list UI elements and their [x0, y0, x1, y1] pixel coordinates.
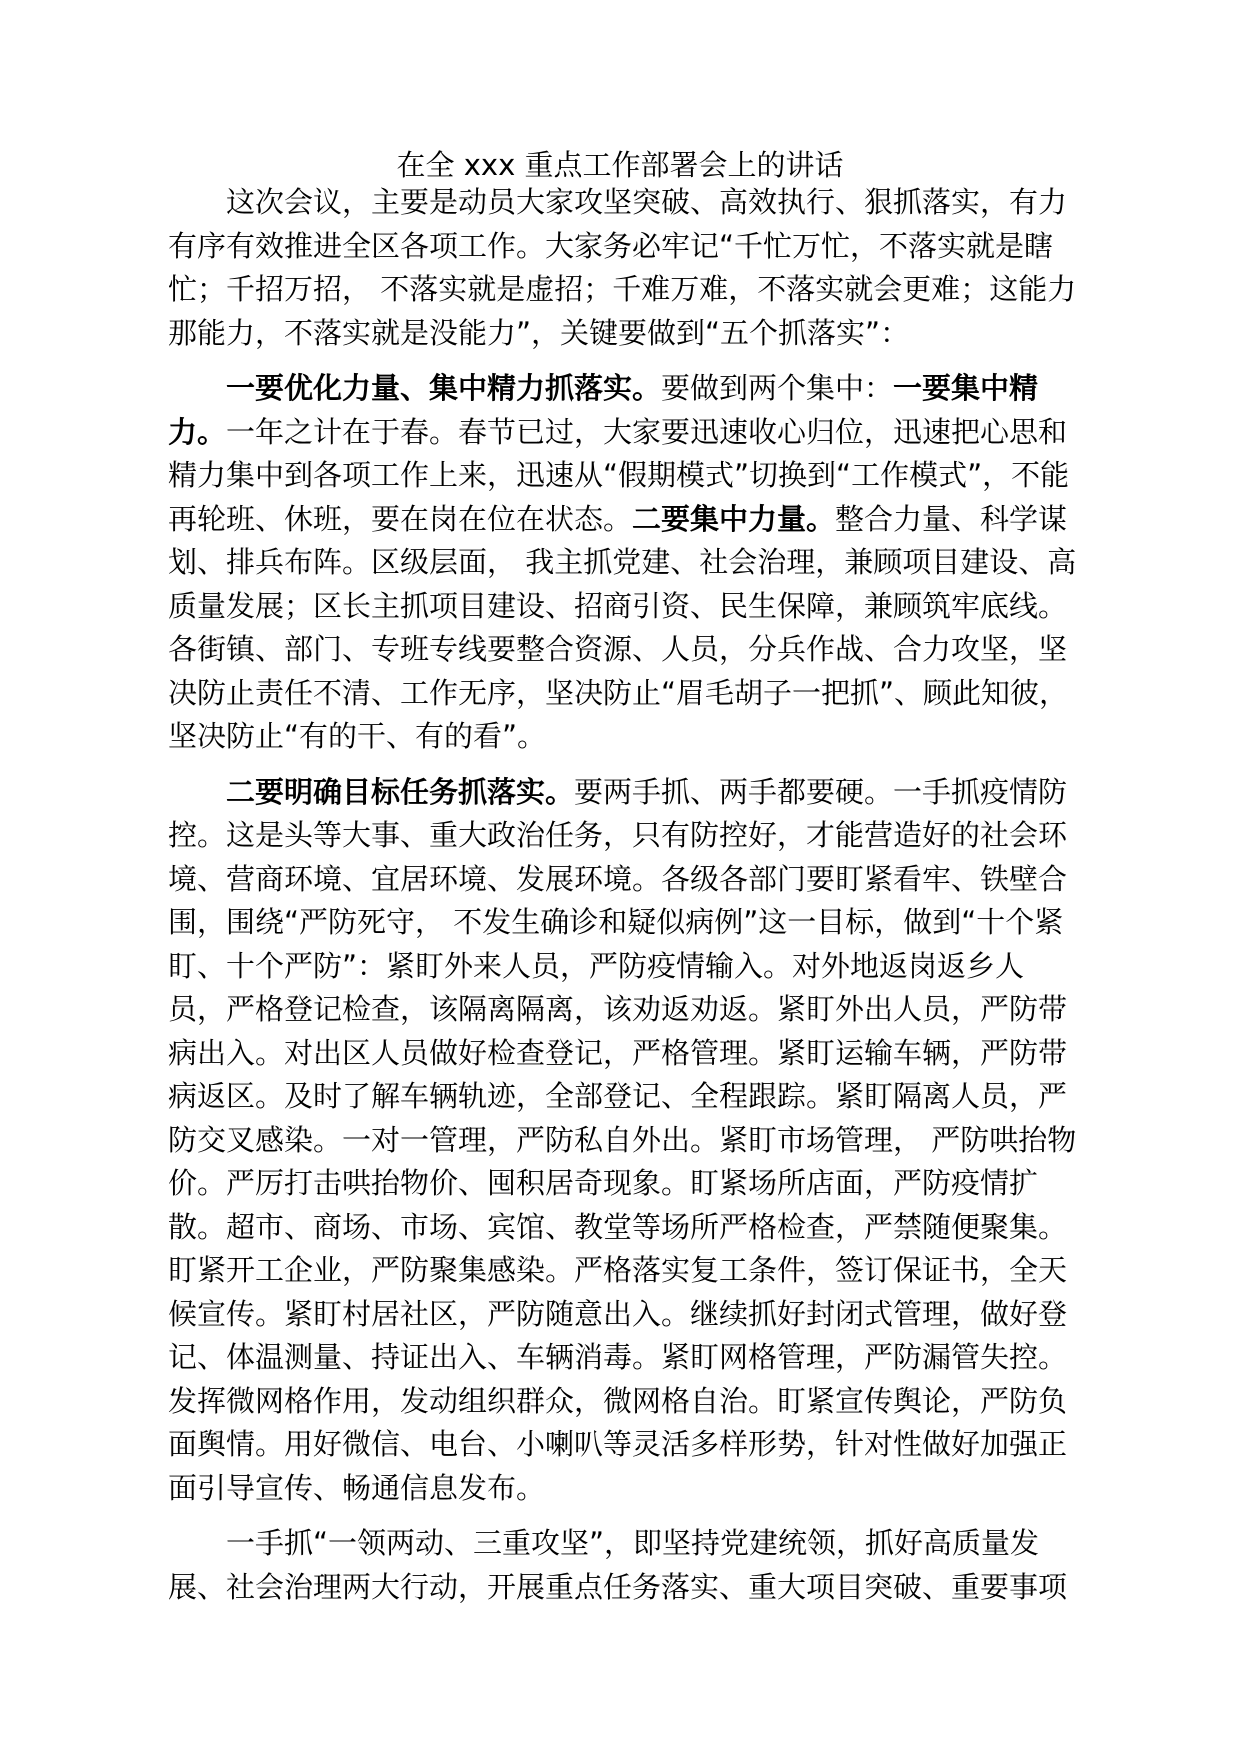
text-segment: 一年之计在于春。春节已过，大家要迅速收心归位，迅速把心思和 [226, 414, 1068, 449]
text-segment: 精力集中到各项工作上来，迅速从“假期模式”切换到“工作模式”，不能 [168, 458, 1070, 492]
text-segment: 有序有效推进全区各项工作。大家务必牢记“千忙万忙，不落实就是瞎 [168, 228, 1054, 263]
text-line [168, 945, 1080, 989]
text-segment: 病出入。对出区人员做好检查登记，严格管理。紧盯运输车辆，严防带 [168, 1035, 1068, 1070]
text-segment: 境、营商环境、宜居环境、发展环境。各级各部门要盯紧看牢、铁壁合 [168, 861, 1068, 896]
text-segment: 要两手抓、两手都要硬。一手抓疫情防 [574, 774, 1068, 809]
text-segment: 盯紧开工企业，严防聚集感染。严格落实复工条件，签订保证书，全天 [168, 1253, 1068, 1287]
text-segment: 控。这是头等大事、重大政治任务，只有防控好，才能营造好的社会环 [168, 818, 1068, 852]
text-segment: 那能力，不落实就是没能力”，关键要做到“五个抓落实”： [168, 315, 910, 350]
text-line [168, 1380, 1080, 1424]
text-segment: 展、社会治理两大行动，开展重点任务落实、重大项目突破、重要事项 [168, 1569, 1068, 1604]
text-segment: 要做到两个集中： [661, 371, 894, 405]
text-line [168, 1075, 1080, 1119]
text-segment: 防交叉感染。一对一管理，严防私自外出。紧盯市场管理， 严防哄抬物 [168, 1122, 1077, 1157]
text-segment: 病返区。及时了解车辆轨迹，全部登记、全程跟踪。紧盯隔离人员，严 [168, 1079, 1068, 1113]
text-segment: 再轮班、休班，要在岗在位在状态。 [168, 501, 633, 536]
text-line [168, 1336, 1080, 1380]
bold-text-segment: 一要集中精 [893, 371, 1039, 405]
bold-text-segment: 二要集中力量。 [632, 501, 836, 536]
text-line [168, 1467, 1080, 1511]
text-segment: 忙；千招万招， 不落实就是虚招；千难万难，不落实就会更难；这能力 [168, 272, 1077, 306]
text-segment: 这次会议，主要是动员大家攻坚突破、高效执行、狠抓落实，有力 [226, 185, 1068, 219]
text-line [168, 858, 1080, 902]
text-line [168, 585, 1080, 629]
text-line [168, 1293, 1080, 1337]
document-title: 在全 xxx 重点工作部署会上的讲话 [396, 148, 844, 182]
text-segment: 记、体温测量、持证出入、车辆消毒。紧盯网格管理，严防漏管失控。 [168, 1340, 1068, 1374]
text-line [168, 225, 1080, 269]
text-segment: 面引导宣传、畅通信息发布。 [168, 1470, 546, 1505]
text-line [168, 672, 1080, 716]
document-body [168, 181, 1080, 1609]
text-line [168, 1206, 1080, 1250]
text-line [168, 498, 1080, 542]
text-line [168, 411, 1080, 455]
text-segment: 质量发展；区长主抓项目建设、招商引资、民生保障，兼顾筑牢底线。 [168, 588, 1068, 623]
text-line [168, 1032, 1080, 1076]
text-line [168, 541, 1080, 585]
text-line [168, 988, 1080, 1032]
text-line [168, 268, 1080, 312]
text-line [168, 814, 1080, 858]
bold-text-segment: 二要明确目标任务抓落实。 [226, 774, 575, 809]
text-line [168, 771, 1080, 815]
text-line [168, 1566, 1080, 1610]
text-segment: 决防止责任不清、工作无序，坚决防止“眉毛胡子一把抓”、顾此知彼， [168, 675, 1069, 710]
text-line [168, 901, 1080, 945]
text-line [168, 1162, 1080, 1206]
text-segment: 划、排兵布阵。区级层面， 我主抓党建、社会治理，兼顾项目建设、高 [168, 545, 1077, 579]
text-segment: 盯、十个严防”：紧盯外来人员，严防疫情输入。对外地返岗返乡人 [168, 948, 1025, 983]
text-segment: 整合力量、科学谋 [835, 501, 1068, 536]
text-line [168, 715, 1080, 759]
text-line [168, 1522, 1080, 1566]
text-line [168, 628, 1080, 672]
text-line [168, 1249, 1080, 1293]
text-segment: 各街镇、部门、专班专线要整合资源、人员，分兵作战、合力攻坚，坚 [168, 632, 1068, 666]
text-line [168, 454, 1080, 498]
text-line [168, 367, 1080, 411]
text-segment: 员，严格登记检查，该隔离隔离，该劝返劝返。紧盯外出人员，严防带 [168, 992, 1068, 1026]
text-segment: 候宣传。紧盯村居社区，严防随意出入。继续抓好封闭式管理，做好登 [168, 1296, 1068, 1331]
text-segment: 发挥微网格作用，发动组织群众，微网格自治。盯紧宣传舆论，严防负 [168, 1383, 1068, 1418]
bold-text-segment: 力。 [168, 414, 227, 449]
text-line [168, 1423, 1080, 1467]
text-line [168, 181, 1080, 225]
text-segment: 面舆情。用好微信、电台、小喇叭等灵活多样形势，针对性做好加强正 [168, 1427, 1068, 1461]
text-segment: 一手抓“一领两动、三重攻坚”，即坚持党建统领，抓好高质量发 [226, 1526, 1040, 1560]
text-segment: 价。严厉打击哄抬物价、囤积居奇现象。盯紧场所店面，严防疫情扩 [168, 1166, 1039, 1200]
bold-text-segment: 一要优化力量、集中精力抓落实。 [226, 371, 662, 405]
text-segment: 坚决防止“有的干、有的看”。 [168, 719, 547, 753]
text-line [168, 312, 1080, 356]
text-segment: 围，围绕“严防死守， 不发生确诊和疑似病例”这一目标，做到“十个紧 [168, 905, 1064, 939]
text-segment: 散。超市、商场、市场、宾馆、教堂等场所严格检查，严禁随便聚集。 [168, 1209, 1068, 1244]
text-line [168, 1119, 1080, 1163]
